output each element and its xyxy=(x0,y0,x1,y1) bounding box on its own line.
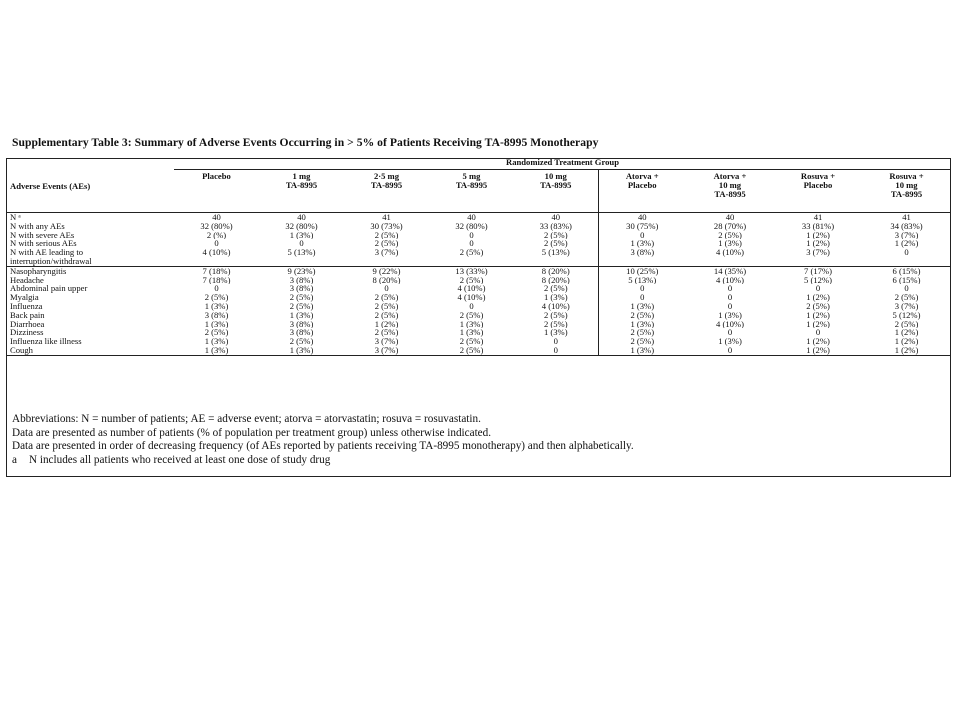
table-body xyxy=(6,213,951,356)
column-header xyxy=(686,170,774,213)
table-cell: 2 (5%) xyxy=(459,275,484,285)
table-cell: 1 (3%) xyxy=(543,328,568,338)
row-label xyxy=(6,248,174,266)
column-header xyxy=(344,170,429,213)
table-cell: 40 xyxy=(212,212,221,222)
row-label xyxy=(6,346,174,355)
table-cell: 2 (5%) xyxy=(543,310,568,320)
table-cell: 40 xyxy=(297,212,306,222)
table-cell: 7 (17%) xyxy=(774,266,862,275)
row-label xyxy=(6,213,174,222)
table-cell: 0 xyxy=(815,328,821,338)
table-cell: 34 (83%) xyxy=(890,221,923,231)
row-label-text: Back pain xyxy=(10,310,45,320)
footnote-a xyxy=(12,454,942,468)
table-cell: 2 (5%) xyxy=(598,328,686,337)
column-header xyxy=(774,170,862,213)
column-header-line: 1 mg xyxy=(292,171,311,181)
column-header-line: TA-8995 xyxy=(285,179,318,190)
table-cell: 1 (3%) xyxy=(174,346,259,355)
column-header xyxy=(862,170,951,213)
table-cell: 2 (5%) xyxy=(894,293,919,302)
table-cell: 0 xyxy=(815,284,821,294)
group-header: Randomized Treatment Group xyxy=(174,158,951,170)
table-cell: 2 (5%) xyxy=(543,319,568,329)
table-cell: 1 (3%) xyxy=(598,302,686,311)
row-label-text: Headache xyxy=(10,275,44,285)
row-label-text: Myalgia xyxy=(10,293,39,302)
table-cell: 0 xyxy=(514,346,598,355)
table-cell: 3 (7%) xyxy=(894,230,919,240)
table-cell: 1 (3%) xyxy=(718,337,742,346)
summary-row xyxy=(6,239,951,248)
event-row xyxy=(6,293,951,302)
table-title: Supplementary Table 3: Summary of Adverse Events Occurring in > 5% of Patients Receiving TA-8995 Monotherapy xyxy=(12,136,599,149)
table-cell: 0 xyxy=(904,284,909,294)
table-cell: 4 (10%) xyxy=(541,301,570,311)
column-header-line: Placebo xyxy=(803,179,833,190)
table-cell: 4 (10%) xyxy=(716,319,744,329)
row-label-text: Nasopharyngitis xyxy=(10,266,67,276)
table-cell: 3 (8%) xyxy=(289,319,314,329)
column-header-line: Atorva + xyxy=(713,171,747,181)
event-row xyxy=(6,266,951,275)
table-cell: 3 (8%) xyxy=(204,310,229,320)
row-label-text: N with serious AEs xyxy=(10,239,77,249)
first-column-header: Adverse Events (AEs) xyxy=(6,158,174,213)
table-cell: 1 (3%) xyxy=(289,230,314,240)
summary-row xyxy=(6,222,951,231)
table-cell: 10 (25%) xyxy=(598,266,686,275)
table-cell: 41 xyxy=(382,212,391,222)
table-cell: 2 (5%) xyxy=(894,319,919,329)
row-label xyxy=(6,311,174,320)
table-cell: 7 (18%) xyxy=(202,275,231,285)
table-cell: 41 xyxy=(902,212,911,222)
column-header-line: TA-8995 xyxy=(890,188,923,199)
table-cell: 2 (5%) xyxy=(598,311,686,320)
row-label-text: Diarrhoea xyxy=(10,319,45,329)
row-label xyxy=(6,239,174,248)
column-header-line: Atorva + xyxy=(625,171,659,181)
table-cell: 2 (5%) xyxy=(459,310,484,320)
table-cell: 5 (12%) xyxy=(804,275,832,285)
row-label xyxy=(6,337,174,346)
table-cell: 2 (5%) xyxy=(374,310,399,320)
summary-row xyxy=(6,231,951,240)
table-cell: 0 xyxy=(904,248,909,258)
table-cell: 32 (80%) xyxy=(285,221,318,231)
table-cell: 2 (5%) xyxy=(459,248,484,258)
table-cell: 1 (2%) xyxy=(806,239,830,249)
column-header xyxy=(174,170,259,213)
column-header-line: 2·5 mg xyxy=(373,171,400,181)
column-header-line: Placebo xyxy=(627,179,657,190)
footnote-marker: a xyxy=(12,453,17,466)
event-row xyxy=(6,320,951,329)
table-cell: 13 (33%) xyxy=(429,266,514,275)
column-header-line: TA-8995 xyxy=(540,179,572,190)
column-header-line: 10 mg xyxy=(718,179,742,190)
row-label xyxy=(6,302,174,311)
table-cell: 0 xyxy=(686,346,774,355)
table-cell: 2 (5%) xyxy=(543,284,568,294)
row-label-text: interruption/withdrawal xyxy=(10,255,92,266)
table-cell: 2 (5%) xyxy=(289,337,314,346)
event-row xyxy=(6,328,951,337)
table-cell: 0 xyxy=(727,301,733,311)
table-cell: 9 (23%) xyxy=(259,266,344,275)
table-cell: 0 xyxy=(553,337,558,346)
event-row xyxy=(6,284,951,293)
table-cell: 33 (83%) xyxy=(539,221,572,231)
table-cell: 0 xyxy=(598,231,686,240)
table-cell: 1 (3%) xyxy=(259,346,344,355)
table-cell: 4 (10%) xyxy=(202,248,231,258)
row-label-text: N with any AEs xyxy=(10,221,65,231)
abbreviations-note: Abbreviations: N = number of patients; AE = adverse event; atorva = atorvastatin; rosuva = rosuvastatin. xyxy=(12,413,481,425)
table-cell: 28 (70%) xyxy=(713,221,747,231)
table-cell: 3 (7%) xyxy=(344,346,429,355)
column-header-line: TA-8995 xyxy=(714,188,746,199)
table-cell: 4 (10%) xyxy=(457,293,486,302)
table-cell: 2 (5%) xyxy=(204,328,229,338)
table-cell: 2 (5%) xyxy=(598,337,686,346)
row-label xyxy=(6,222,174,231)
table-cell: 2 (5%) xyxy=(374,230,399,240)
table-cell: 0 xyxy=(384,284,389,294)
table-cell: 2 (5%) xyxy=(289,293,314,302)
table-cell: 2 (5%) xyxy=(204,293,229,302)
table-cell: 3 (7%) xyxy=(894,301,919,311)
table-cell: 2 (5%) xyxy=(289,301,314,311)
table-cell: 1 (3%) xyxy=(459,328,484,338)
table-cell: 1 (3%) xyxy=(204,319,229,329)
table-cell: 1 (3%) xyxy=(718,239,742,249)
column-header-line: TA-8995 xyxy=(370,179,403,190)
table-cell: 1 (3%) xyxy=(204,301,229,311)
summary-row xyxy=(6,213,951,222)
table-cell: 1 (2%) xyxy=(806,293,830,302)
table-cell: 2 (5%) xyxy=(429,346,514,355)
column-header xyxy=(598,170,686,213)
table-cell: 1 (2%) xyxy=(774,346,862,355)
table-cell: 41 xyxy=(813,212,823,222)
column-header xyxy=(429,170,514,213)
table-cell: 8 (20%) xyxy=(514,266,598,275)
table-cell: 3 (8%) xyxy=(598,248,686,266)
table-cell: 6 (15%) xyxy=(862,266,951,275)
event-row xyxy=(6,346,951,355)
row-label xyxy=(6,293,174,302)
table-cell: 3 (7%) xyxy=(806,248,830,258)
table-cell: 30 (73%) xyxy=(370,221,403,231)
table-cell: 32 (80%) xyxy=(200,221,233,231)
table-cell: 30 (75%) xyxy=(598,222,686,231)
table-cell: 1 (3%) xyxy=(543,293,568,302)
table-cell: 5 (13%) xyxy=(598,276,686,285)
table-cell: 0 xyxy=(598,293,686,302)
table-cell: 0 xyxy=(727,284,733,294)
table-cell: 1 (2%) xyxy=(806,337,830,346)
table-cell: 2 (5%) xyxy=(806,301,830,311)
table-cell: 1 (2%) xyxy=(806,230,830,240)
table-cell: 0 xyxy=(598,284,686,293)
table-cell: 1 (3%) xyxy=(204,337,229,346)
column-header-line: 10 mg xyxy=(544,171,567,181)
table-cell: 1 (3%) xyxy=(598,239,686,248)
column-header-line: 5 mg xyxy=(462,171,481,181)
table-cell: 32 (80%) xyxy=(455,221,488,231)
row-label xyxy=(6,266,174,275)
column-header-line: TA-8995 xyxy=(455,179,488,190)
table-cell: 2 (5%) xyxy=(374,301,399,311)
table-cell: 5 (12%) xyxy=(892,310,921,320)
table-cell: 2 (5%) xyxy=(459,337,484,346)
table-cell: 3 (8%) xyxy=(289,328,314,338)
table-cell: 40 xyxy=(598,213,686,222)
footnote-text: N includes all patients who received at least one dose of study drug xyxy=(28,453,331,466)
table-cell: 1 (3%) xyxy=(718,310,742,320)
table-cell: 1 (2%) xyxy=(862,346,951,355)
table-cell: 0 xyxy=(299,239,304,249)
presentation-note: Data are presented as number of patients (% of population per treatment group) unless otherwise indicated. xyxy=(12,426,492,439)
table-cell: 6 (15%) xyxy=(892,275,921,285)
column-header-line: 10 mg xyxy=(895,179,918,190)
table-cell: 1 (2%) xyxy=(806,319,830,329)
row-label-text: Cough xyxy=(10,345,33,355)
column-header xyxy=(514,170,598,213)
adverse-events-table xyxy=(6,158,951,356)
table-cell: 5 (13%) xyxy=(541,248,570,258)
table-cell: 5 (13%) xyxy=(287,248,316,258)
table-cell: 40 xyxy=(551,212,561,222)
table-cell: 33 (81%) xyxy=(801,221,835,231)
row-label xyxy=(6,320,174,329)
summary-row xyxy=(6,248,951,266)
row-label-text: Influenza like illness xyxy=(10,337,82,346)
table-cell: 8 (20%) xyxy=(541,275,570,285)
table-cell: 1 (3%) xyxy=(289,310,314,320)
row-label-text: N with severe AEs xyxy=(10,230,75,240)
table-cell: 1 (2%) xyxy=(894,239,919,249)
row-label-text: Influenza xyxy=(10,301,43,311)
column-header-line: Rosuva + xyxy=(800,171,836,181)
table-cell: 0 xyxy=(214,239,219,249)
table-cell: 2 (5%) xyxy=(374,239,399,249)
table-cell: 9 (22%) xyxy=(344,266,429,275)
table-cell: 7 (18%) xyxy=(174,266,259,275)
table-cell: 4 (10%) xyxy=(716,275,744,285)
row-label-text: N ᵃ xyxy=(10,212,21,222)
column-header-line: Placebo xyxy=(202,171,231,181)
event-row xyxy=(6,337,951,346)
table-cell: 2 (5%) xyxy=(374,328,399,338)
row-label-text: Dizziness xyxy=(10,328,44,338)
table-cell: 40 xyxy=(467,212,476,222)
table-cell: 0 xyxy=(727,328,733,338)
table-cell: 1 (2%) xyxy=(894,337,919,346)
row-label xyxy=(6,276,174,285)
table-cell: 14 (35%) xyxy=(686,266,774,275)
table-cell: 1 (3%) xyxy=(459,319,484,329)
table-cell: 4 (10%) xyxy=(457,284,486,294)
event-row xyxy=(6,311,951,320)
table-notes xyxy=(12,413,942,467)
table-cell: 2 (5%) xyxy=(718,230,742,240)
row-label-text: N with AE leading to xyxy=(10,248,84,258)
table-cell: 8 (20%) xyxy=(372,275,401,285)
column-header-line: Rosuva + xyxy=(889,171,924,181)
table-cell: 3 (7%) xyxy=(374,248,399,258)
table-cell: 2 (5%) xyxy=(543,230,568,240)
table-cell: 40 xyxy=(725,212,735,222)
table-cell: 0 xyxy=(469,301,474,311)
table-cell: 1 (3%) xyxy=(598,346,686,355)
table-cell: 4 (10%) xyxy=(716,248,744,258)
table-cell: 2 (%) xyxy=(206,230,227,240)
event-row xyxy=(6,276,951,285)
row-label xyxy=(6,284,174,293)
table-cell: 1 (2%) xyxy=(894,328,919,338)
table-cell: 3 (7%) xyxy=(374,337,399,346)
row-label-text: Abdominal pain upper xyxy=(10,284,88,294)
row-label xyxy=(6,231,174,240)
table-cell: 2 (5%) xyxy=(374,293,399,302)
table-cell: 1 (3%) xyxy=(598,320,686,329)
column-header xyxy=(259,170,344,213)
table-cell: 1 (2%) xyxy=(374,319,399,329)
order-note: Data are presented in order of decreasing frequency (of AEs reported by patients receiving TA-8995 monotherapy) and then alphabetically. xyxy=(12,440,634,452)
table-cell: 3 (8%) xyxy=(289,284,314,294)
table-cell: 2 (5%) xyxy=(543,239,568,249)
table-cell: 0 xyxy=(214,284,219,294)
event-row xyxy=(6,302,951,311)
table-cell: 3 (8%) xyxy=(289,275,314,285)
row-label xyxy=(6,328,174,337)
table-cell: 0 xyxy=(469,239,474,249)
table-cell: 1 (2%) xyxy=(806,310,830,320)
table-cell: 0 xyxy=(727,293,733,302)
table-cell: 0 xyxy=(469,230,474,240)
